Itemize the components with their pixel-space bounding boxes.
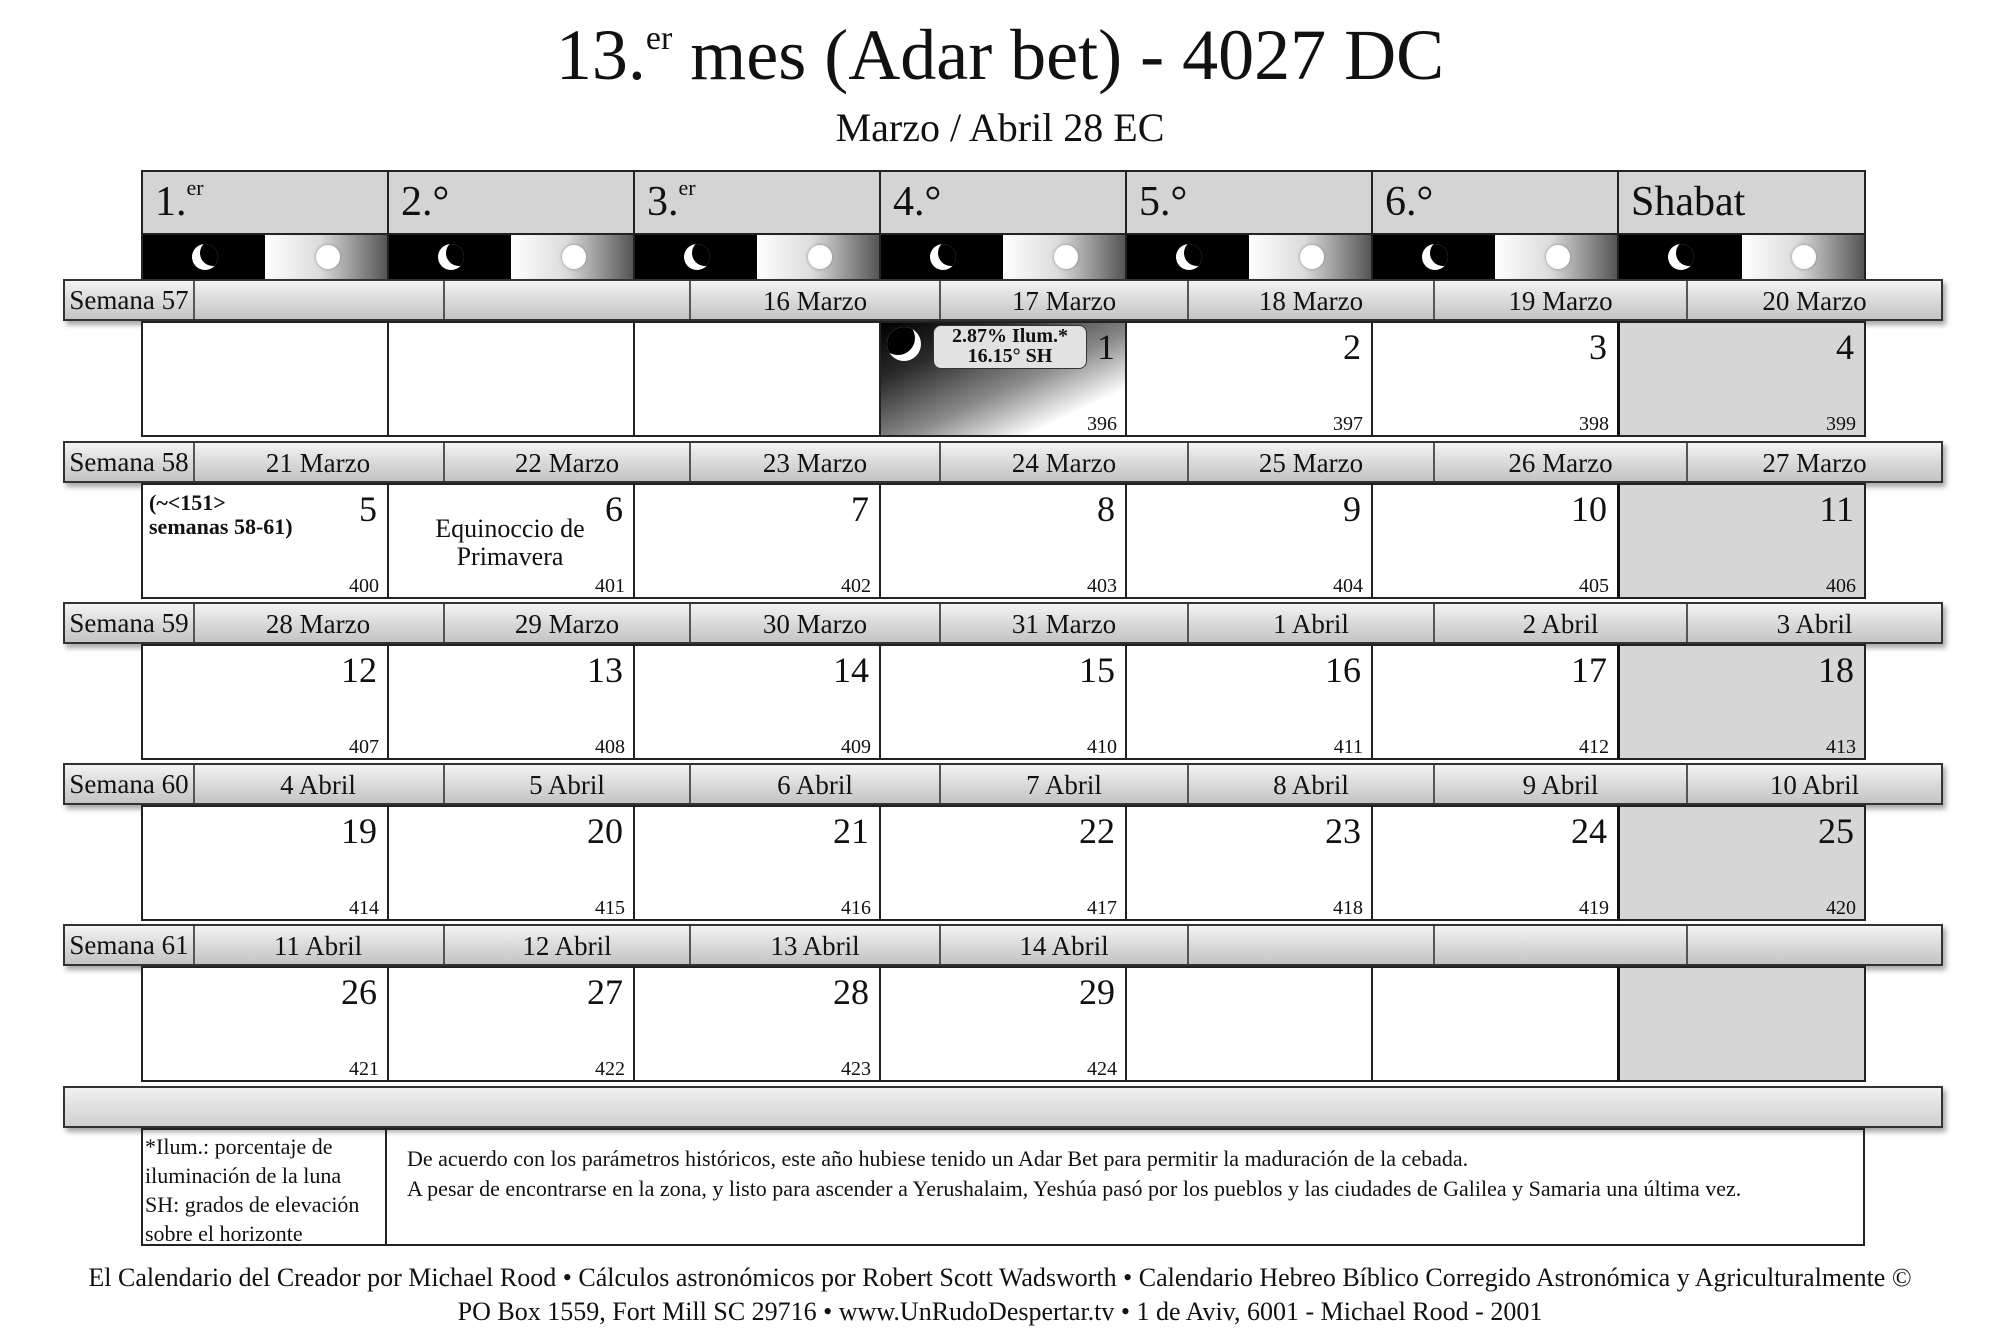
shabat-cell: [1617, 966, 1866, 1082]
crescent-moon-icon: [1176, 244, 1202, 270]
gregorian-date: 4 Abril: [193, 765, 445, 803]
hebrew-day-number: 3: [1589, 327, 1607, 367]
hebrew-day-number: 18: [1818, 650, 1854, 690]
page-subtitle: Marzo / Abril 28 EC: [835, 105, 1165, 150]
hebrew-day-number: 1: [1097, 327, 1115, 367]
shabat-cell: [1617, 321, 1866, 437]
hebrew-day-number: 2: [1343, 327, 1361, 367]
day-cell: [387, 805, 635, 921]
day-cell: [1371, 644, 1619, 760]
sequence-number: 400: [349, 575, 379, 597]
gregorian-date: 12 Abril: [445, 926, 691, 964]
day-header-6: 6.°: [1371, 170, 1619, 235]
sequence-number: 408: [595, 736, 625, 758]
week-count-note: (~<151> semanas 58-61): [149, 490, 293, 539]
day-cell: [1371, 321, 1619, 437]
gregorian-date: 13 Abril: [691, 926, 941, 964]
week-label: Semana 61: [65, 926, 195, 964]
gregorian-date: 23 Marzo: [691, 443, 941, 481]
day-cell: [141, 483, 389, 599]
hebrew-day-number: 12: [341, 650, 377, 690]
crescent-moon-icon: [930, 244, 956, 270]
hebrew-day-number: 11: [1819, 489, 1854, 529]
day-cell: [141, 321, 389, 437]
crescent-moon-icon: [438, 244, 464, 270]
gregorian-date: 14 Abril: [941, 926, 1189, 964]
day-cell: [1125, 644, 1373, 760]
gregorian-date: [1189, 926, 1435, 964]
gregorian-date: 18 Marzo: [1189, 281, 1435, 319]
gregorian-date: 31 Marzo: [941, 604, 1189, 642]
legend-line: SH: grados de elevación: [145, 1192, 360, 1217]
notes-box: [387, 1128, 1865, 1246]
sequence-number: 420: [1826, 897, 1856, 919]
illumination-badge: 2.87% Ilum.* 16.15° SH: [933, 325, 1087, 369]
night-day-bar: [1371, 235, 1619, 279]
sequence-number: 415: [595, 897, 625, 919]
gregorian-date: [1688, 926, 1941, 964]
sun-icon: [808, 245, 832, 269]
day-cell: [387, 483, 635, 599]
day-cell: [879, 805, 1127, 921]
legend-box: [141, 1128, 387, 1246]
hebrew-day-number: 9: [1343, 489, 1361, 529]
shabat-cell: [1617, 805, 1866, 921]
day-header-7: Shabat: [1617, 170, 1866, 235]
night-day-bar: [1125, 235, 1373, 279]
day-header-3: 3.$^{er}$: [633, 170, 881, 235]
sequence-number: 402: [841, 575, 871, 597]
day-cell: [879, 966, 1127, 1082]
day-cell: [633, 805, 881, 921]
day-cell: [633, 966, 881, 1082]
hebrew-day-number: 28: [833, 972, 869, 1012]
gregorian-date: 25 Marzo: [1189, 443, 1435, 481]
night-day-bar: [879, 235, 1127, 279]
gregorian-date: 22 Marzo: [445, 443, 691, 481]
gregorian-date: 26 Marzo: [1435, 443, 1688, 481]
hebrew-day-number: 5: [359, 489, 377, 529]
hebrew-day-number: 6: [605, 489, 623, 529]
note-line: De acuerdo con los parámetros históricos, este año hubiese tenido un Adar Bet para permitir la maduración de la cebada.: [407, 1146, 1469, 1171]
sun-icon: [1300, 245, 1324, 269]
gregorian-date: 27 Marzo: [1762, 448, 1867, 478]
sun-icon: [316, 245, 340, 269]
hebrew-day-number: 29: [1079, 972, 1115, 1012]
gregorian-date: 8 Abril: [1189, 765, 1435, 803]
day-cell: [1371, 966, 1619, 1082]
hebrew-day-number: 13: [587, 650, 623, 690]
week-band: [63, 602, 1943, 644]
day-header-2: 2.°: [387, 170, 635, 235]
day-cell: [633, 644, 881, 760]
sequence-number: 411: [1333, 736, 1363, 758]
hebrew-day-number: 16: [1325, 650, 1361, 690]
sun-icon: [1054, 245, 1078, 269]
hebrew-day-number: 27: [587, 972, 623, 1012]
sequence-number: 421: [349, 1058, 379, 1080]
week-label: Semana 57: [65, 281, 195, 319]
day-header-5: 5.°: [1125, 170, 1373, 235]
gregorian-date: 17 Marzo: [941, 281, 1189, 319]
legend-line: iluminación de la luna: [145, 1163, 342, 1188]
sequence-number: 417: [1087, 897, 1117, 919]
gregorian-date: 28 Marzo: [193, 604, 445, 642]
hebrew-day-number: 21: [833, 811, 869, 851]
sun-icon: [1546, 245, 1570, 269]
gregorian-date: 1 Abril: [1189, 604, 1435, 642]
day-cell: [633, 483, 881, 599]
hebrew-day-number: 24: [1571, 811, 1607, 851]
sequence-number: 416: [841, 897, 871, 919]
gregorian-date: 6 Abril: [691, 765, 941, 803]
hebrew-day-number: 8: [1097, 489, 1115, 529]
week-band: [63, 279, 1943, 321]
crescent-moon-icon: [1668, 244, 1694, 270]
night-day-bar: [387, 235, 635, 279]
hebrew-day-number: 7: [851, 489, 869, 529]
sequence-number: 404: [1333, 575, 1363, 597]
day-cell: [879, 321, 1127, 437]
gregorian-date: 10 Abril: [1769, 770, 1860, 800]
note-line: A pesar de encontrarse en la zona, y listo para ascender a Yerushalaim, Yeshúa pasó por los pueblos y las ciudades de Galilea y Samaria una última vez.: [407, 1176, 1742, 1201]
hebrew-day-number: 15: [1079, 650, 1115, 690]
credits-line: El Calendario del Creador por Michael Rood • Cálculos astronómicos por Robert Scott Wadsworth • Calendario Hebreo Bíblico Corregido Astronómica y Agriculturalmente ©: [88, 1263, 1912, 1292]
day-cell: [387, 321, 635, 437]
gregorian-date: 2 Abril: [1435, 604, 1688, 642]
page-title: 13.$^{er}$ mes (Adar bet) - 4027 DC: [555, 15, 1445, 95]
crescent-moon-icon: [192, 244, 218, 270]
gregorian-date: 11 Abril: [193, 926, 445, 964]
gregorian-date: 29 Marzo: [445, 604, 691, 642]
sequence-number: 424: [1087, 1058, 1117, 1080]
hebrew-day-number: 25: [1818, 811, 1854, 851]
gregorian-date: 7 Abril: [941, 765, 1189, 803]
event-note: Equinoccio de Primavera: [435, 514, 585, 571]
legend-line: sobre el horizonte: [145, 1221, 303, 1246]
hebrew-day-number: 23: [1325, 811, 1361, 851]
shabat-cell: [1617, 644, 1866, 760]
night-day-bar: [141, 235, 389, 279]
sequence-number: 407: [349, 736, 379, 758]
week-band: [63, 763, 1943, 805]
day-cell: [141, 805, 389, 921]
new-moon-crescent-icon: [887, 327, 921, 361]
day-cell: [1371, 483, 1619, 599]
day-cell: [879, 483, 1127, 599]
day-cell: [141, 644, 389, 760]
sequence-number: 397: [1333, 413, 1363, 435]
week-label: Semana 59: [65, 604, 195, 642]
gregorian-date: 3 Abril: [1776, 609, 1853, 639]
gregorian-date: [445, 281, 691, 319]
week-band: [63, 441, 1943, 483]
shabat-cell: [1617, 483, 1866, 599]
sequence-number: 398: [1579, 413, 1609, 435]
sequence-number: 405: [1579, 575, 1609, 597]
gregorian-date: 16 Marzo: [691, 281, 941, 319]
crescent-moon-icon: [684, 244, 710, 270]
week-label: Semana 60: [65, 765, 195, 803]
day-cell: [1125, 805, 1373, 921]
sequence-number: 423: [841, 1058, 871, 1080]
day-header-4: 4.°: [879, 170, 1127, 235]
day-cell: [633, 321, 881, 437]
day-cell: [1125, 966, 1373, 1082]
day-cell: [1125, 321, 1373, 437]
night-day-bar: [1617, 235, 1866, 279]
sequence-number: 419: [1579, 897, 1609, 919]
crescent-moon-icon: [1422, 244, 1448, 270]
hebrew-day-number: 10: [1571, 489, 1607, 529]
sequence-number: 413: [1826, 736, 1856, 758]
sequence-number: 396: [1087, 413, 1117, 435]
week-band: [63, 924, 1943, 966]
gregorian-date: [1435, 926, 1688, 964]
sequence-number: 422: [595, 1058, 625, 1080]
day-cell: [387, 966, 635, 1082]
hebrew-day-number: 22: [1079, 811, 1115, 851]
sequence-number: 406: [1826, 575, 1856, 597]
gregorian-date: 5 Abril: [445, 765, 691, 803]
day-cell: [1125, 483, 1373, 599]
gregorian-date: 19 Marzo: [1435, 281, 1688, 319]
week-label: Semana 58: [65, 443, 195, 481]
footer-band: [63, 1086, 1943, 1128]
hebrew-day-number: 14: [833, 650, 869, 690]
gregorian-date: 9 Abril: [1435, 765, 1688, 803]
sequence-number: 409: [841, 736, 871, 758]
hebrew-day-number: 19: [341, 811, 377, 851]
gregorian-date: [193, 281, 445, 319]
legend-line: *Ilum.: porcentaje de: [145, 1134, 333, 1159]
sequence-number: 399: [1826, 413, 1856, 435]
sequence-number: 418: [1333, 897, 1363, 919]
hebrew-day-number: 20: [587, 811, 623, 851]
hebrew-day-number: 4: [1836, 327, 1854, 367]
gregorian-date: 24 Marzo: [941, 443, 1189, 481]
day-header-1: 1.$^{er}$: [141, 170, 389, 235]
day-cell: [387, 644, 635, 760]
sequence-number: 401: [595, 575, 625, 597]
day-cell: [141, 966, 389, 1082]
gregorian-date: 20 Marzo: [1762, 286, 1867, 316]
sequence-number: 410: [1087, 736, 1117, 758]
credits-line: PO Box 1559, Fort Mill SC 29716 • www.UnRudoDespertar.tv • 1 de Aviv, 6001 - Michael Rood - 2001: [457, 1297, 1543, 1326]
day-cell: [1371, 805, 1619, 921]
day-cell: [879, 644, 1127, 760]
gregorian-date: 21 Marzo: [193, 443, 445, 481]
sequence-number: 403: [1087, 575, 1117, 597]
night-day-bar: [633, 235, 881, 279]
hebrew-day-number: 26: [341, 972, 377, 1012]
sun-icon: [562, 245, 586, 269]
sequence-number: 414: [349, 897, 379, 919]
hebrew-day-number: 17: [1571, 650, 1607, 690]
sequence-number: 412: [1579, 736, 1609, 758]
gregorian-date: 30 Marzo: [691, 604, 941, 642]
